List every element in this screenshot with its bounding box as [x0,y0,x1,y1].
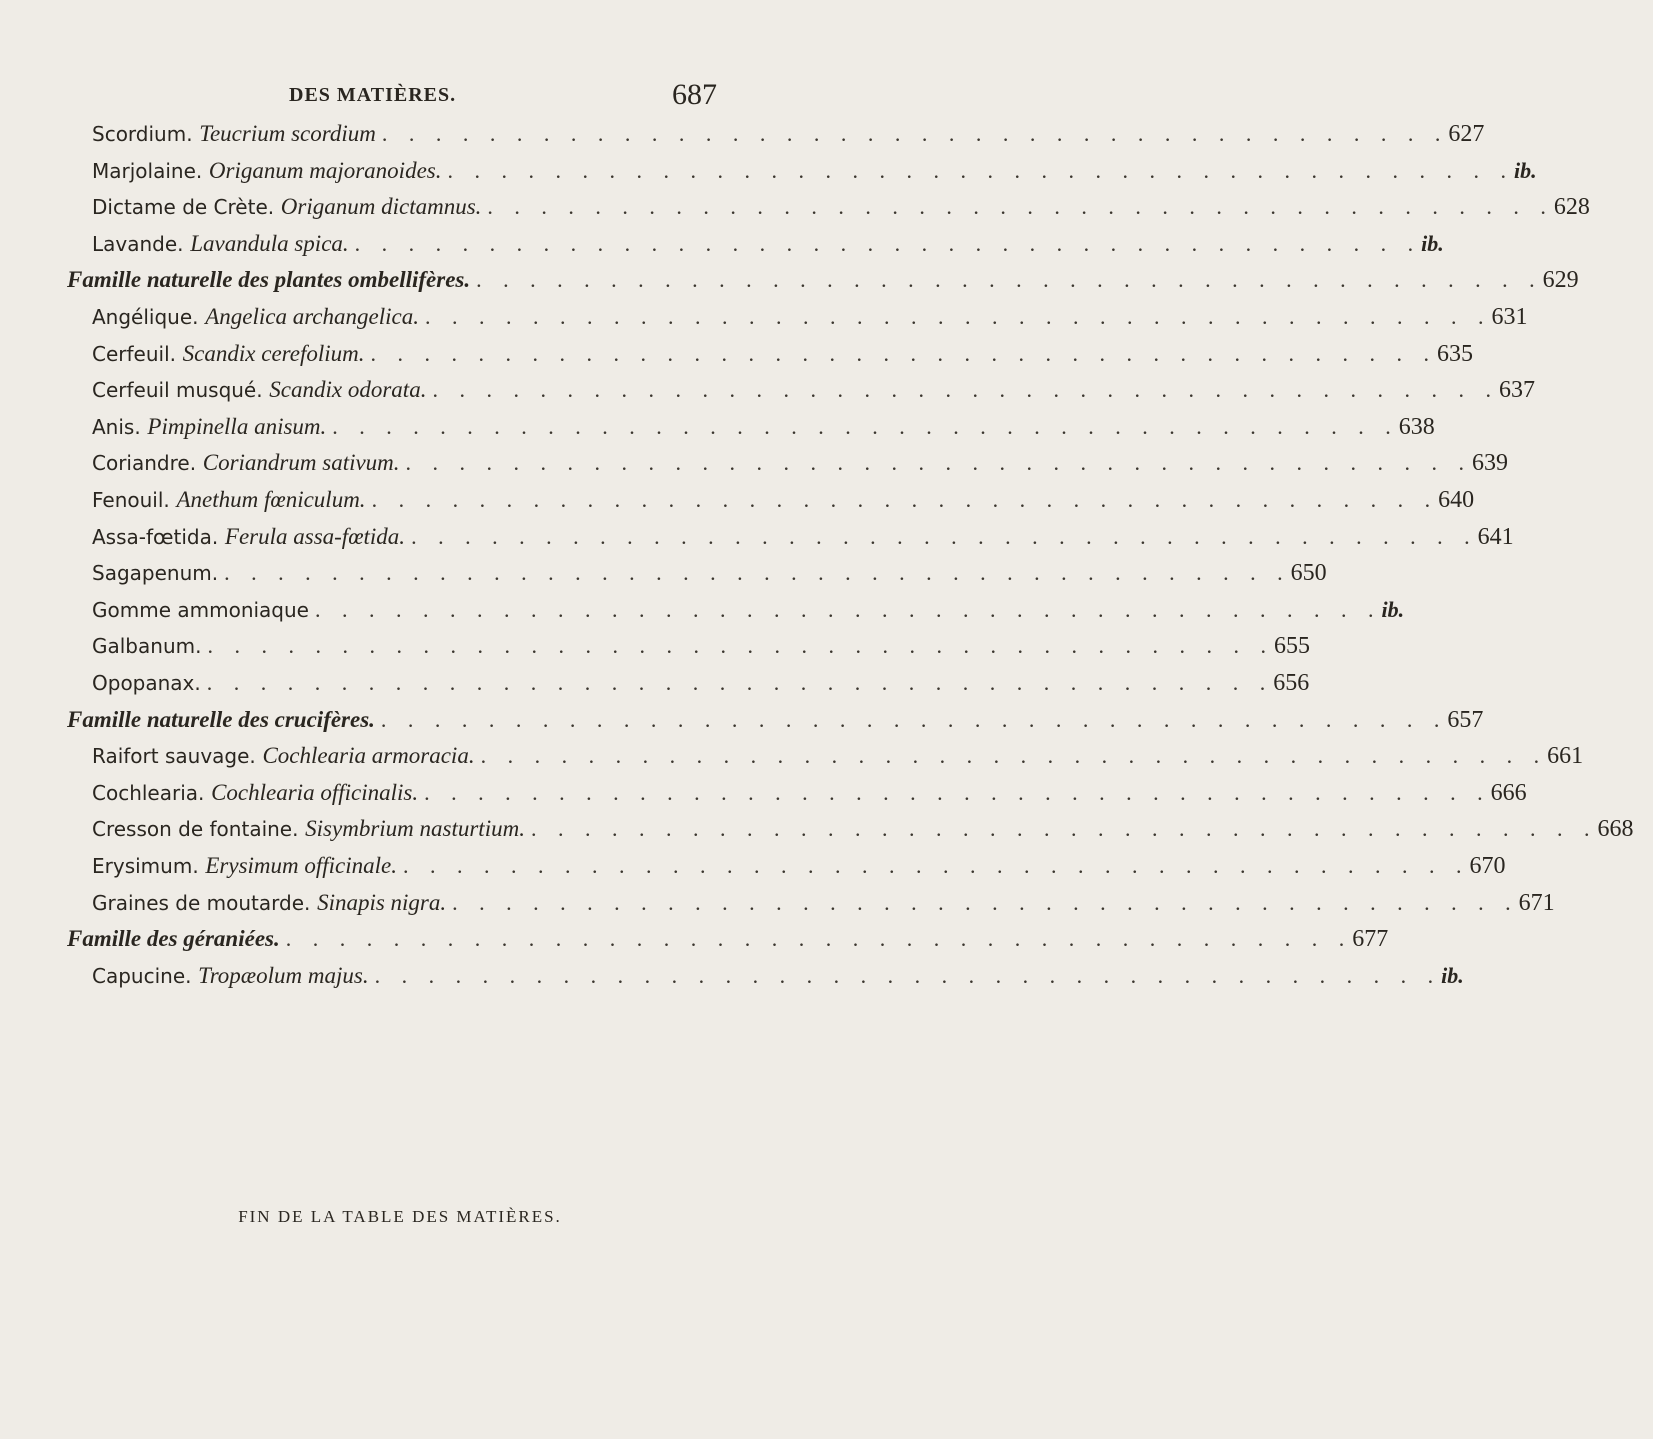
latin-name: Anethum fœniculum. [176,487,366,512]
dot-leader: . . . . . . . . . . . . . . . . . . . . . . . . . . . . . . . . . . . . . . . . [405,450,1473,476]
entry-title [92,373,426,407]
entry-page-number: ib. [1513,157,1537,183]
dot-leader: . . . . . . . . . . . . . . . . . . . . . . . . . . . . . . . . . . . . . . . . [374,962,1442,988]
french-name: Anis. [92,414,141,439]
toc-entry [92,117,1485,151]
dot-leader: . . . . . . . . . . . . . . . . . . . . . . . . . . . . . . . . . . . . . . . . [224,560,1291,586]
dot-leader: . . . . . . . . . . . . . . . . . . . . . . . . . . . . . . . . . . . . . . . . [476,267,1543,293]
page-number: 687 [672,78,717,111]
french-name: Gomme ammoniaque [92,597,309,622]
toc-entry [92,556,1327,590]
entry-page-number: 638 [1398,413,1435,440]
toc-entry [92,812,1634,846]
toc-entry [92,337,1473,371]
entry-title [92,593,309,627]
french-name: Angélique. [92,305,199,329]
toc-entry [92,739,1584,773]
toc-entry [92,593,1405,627]
toc-entry [92,959,1464,993]
french-name: Coriandre. [92,451,197,476]
dot-leader: . . . . . . . . . . . . . . . . . . . . . . . . . . . . . . . . . . . . . . . . [207,633,1274,659]
entry-title [67,263,470,297]
dot-leader: . . . . . . . . . . . . . . . . . . . . . . . . . . . . . . . . . . . . . . . . [411,523,1478,549]
french-name: Cerfeuil musqué. [92,378,263,403]
latin-name: Scandix cerefolium. [182,340,365,366]
toc-entry [92,629,1310,663]
entry-title [67,922,280,956]
french-name: Raifort sauvage. [92,744,256,769]
latin-name: Tropæolum majus. [198,962,369,988]
french-name: Galbanum. [92,634,202,659]
entry-title [92,300,419,334]
running-head: DES MATIÈRES. [289,84,457,106]
entry-page-number: 641 [1477,523,1514,550]
toc-entry [92,776,1527,810]
entry-page-number: 635 [1436,340,1473,367]
entry-page-number: ib. [1441,962,1464,988]
toc-entry [92,483,1475,517]
entry-page-number: 637 [1498,377,1535,404]
entry-title [92,886,446,920]
toc-entry [92,520,1514,554]
dot-leader: . . . . . . . . . . . . . . . . . . . . . . . . . . . . . . . . . . . . . . . . [354,230,1422,256]
latin-name: Teucrium scordium [199,121,376,146]
french-name: Lavande. [92,231,184,256]
toc-entry [92,849,1506,883]
dot-leader: . . . . . . . . . . . . . . . . . . . . . . . . . . . . . . . . . . . . . . . . [432,377,1499,403]
entry-title [92,410,326,444]
latin-name: Pimpinella anisum. [147,413,327,439]
entry-title [92,520,405,554]
entry-title [92,337,364,371]
family-name: Famille des géraniées. [67,926,280,952]
latin-name: Lavandula spica. [190,230,349,256]
french-name: Cresson de fontaine. [92,817,299,842]
entry-page-number: 629 [1542,267,1579,294]
entry-page-number: 657 [1447,706,1484,733]
entry-page-number: 671 [1518,889,1555,916]
entry-page-number: 670 [1469,853,1506,879]
toc-entry [92,300,1528,334]
toc-entry [92,227,1444,261]
family-name: Famille naturelle des crucifères. [67,706,375,732]
entry-page-number: 631 [1491,304,1528,330]
entry-title [92,739,475,773]
entry-title [92,629,201,663]
entry-title [92,227,349,261]
family-name: Famille naturelle des plantes ombellifères. [67,267,471,293]
dot-leader: . . . . . . . . . . . . . . . . . . . . . . . . . . . . . . . . . . . . . . . . [370,340,1437,366]
french-name: Cerfeuil. [92,341,176,366]
french-name: Scordium. [92,122,193,146]
toc-entry [92,154,1537,188]
family-heading [67,703,1484,737]
entry-page-number: ib. [1381,596,1405,622]
entry-title [67,703,375,737]
entry-page-number: 640 [1438,487,1475,513]
entry-title [92,666,201,700]
dot-leader: . . . . . . . . . . . . . . . . . . . . . . . . . . . . . . . . . . . . . . . . [314,596,1382,622]
dot-leader: . . . . . . . . . . . . . . . . . . . . . . . . . . . . . . . . . . . . . . . . [285,926,1353,952]
family-heading [67,922,1389,956]
entry-title [92,812,525,846]
toc-entry [92,446,1509,480]
entry-title [92,556,218,590]
entry-page-number: 627 [1448,121,1485,147]
toc-entry [92,410,1435,444]
dot-leader: . . . . . . . . . . . . . . . . . . . . . . . . . . . . . . . . . . . . . . . . [424,304,1492,329]
toc-entry [92,886,1555,920]
french-name: Marjolaine. [92,158,203,183]
entry-title [92,117,376,151]
entry-title [92,849,397,883]
entry-page-number: 668 [1597,816,1634,843]
latin-name: Scandix odorata. [269,377,427,403]
entry-title [92,959,369,993]
entry-title [92,776,418,810]
dot-leader: . . . . . . . . . . . . . . . . . . . . . . . . . . . . . . . . . . . . . . . . [381,121,1449,146]
end-of-table-note: FIN DE LA TABLE DES MATIÈRES. [238,1207,562,1226]
latin-name: Origanum majoranoides. [208,157,442,183]
dot-leader: . . . . . . . . . . . . . . . . . . . . . . . . . . . . . . . . . . . . . . . . [487,194,1554,220]
latin-name: Origanum dictamnus. [280,194,482,220]
toc-entry [92,190,1590,224]
entry-page-number: ib. [1421,230,1444,256]
latin-name: Erysimum officinale. [205,853,397,878]
french-name: Assa-fœtida. [92,524,219,549]
entry-title [92,154,441,188]
entry-page-number: 639 [1472,450,1509,477]
dot-leader: . . . . . . . . . . . . . . . . . . . . . . . . . . . . . . . . . . . . . . . . [380,706,1448,732]
toc-entry [92,373,1535,407]
latin-name: Ferula assa-fœtida. [224,523,406,549]
latin-name: Sisymbrium nasturtium. [305,816,525,842]
toc-entry [92,666,1310,700]
latin-name: Cochlearia officinalis. [211,779,419,805]
french-name: Fenouil. [92,488,170,512]
dot-leader: . . . . . . . . . . . . . . . . . . . . . . . . . . . . . . . . . . . . . . . . [371,487,1439,512]
french-name: Dictame de Crète. [92,195,275,220]
latin-name: Angelica archangelica. [205,304,419,329]
dot-leader: . . . . . . . . . . . . . . . . . . . . . . . . . . . . . . . . . . . . . . . . [424,779,1491,805]
family-heading [67,263,1579,297]
dot-leader: . . . . . . . . . . . . . . . . . . . . . . . . . . . . . . . . . . . . . . . . [447,157,1514,183]
latin-name: Cochlearia armoracia. [262,743,475,769]
entry-page-number: 650 [1290,560,1327,587]
dot-leader: . . . . . . . . . . . . . . . . . . . . . . . . . . . . . . . . . . . . . . . . [530,816,1598,842]
entry-page-number: 677 [1352,926,1389,953]
dot-leader: . . . . . . . . . . . . . . . . . . . . . . . . . . . . . . . . . . . . . . . . [332,413,1399,439]
french-name: Erysimum. [92,854,199,878]
french-name: Capucine. [92,963,192,988]
dot-leader: . . . . . . . . . . . . . . . . . . . . . . . . . . . . . . . . . . . . . . . . [480,743,1548,769]
entry-page-number: 661 [1547,743,1584,770]
french-name: Opopanax. [92,671,201,695]
french-name: Cochlearia. [92,780,205,805]
entry-title [92,483,366,517]
dot-leader: . . . . . . . . . . . . . . . . . . . . . . . . . . . . . . . . . . . . . . . . [403,853,1470,878]
entry-page-number: 666 [1490,779,1527,806]
latin-name: Sinapis nigra. [317,889,447,915]
french-name: Sagapenum. [92,561,219,586]
page-header [0,74,800,114]
entry-title [92,190,481,224]
entry-page-number: 656 [1273,670,1310,696]
latin-name: Coriandrum sativum. [202,450,400,476]
entry-page-number: 628 [1553,194,1590,221]
entry-title [92,446,400,480]
dot-leader: . . . . . . . . . . . . . . . . . . . . . . . . . . . . . . . . . . . . . . . . [206,670,1274,695]
dot-leader: . . . . . . . . . . . . . . . . . . . . . . . . . . . . . . . . . . . . . . . . [452,889,1519,915]
french-name: Graines de moutarde. [92,890,311,915]
entry-page-number: 655 [1273,633,1310,660]
